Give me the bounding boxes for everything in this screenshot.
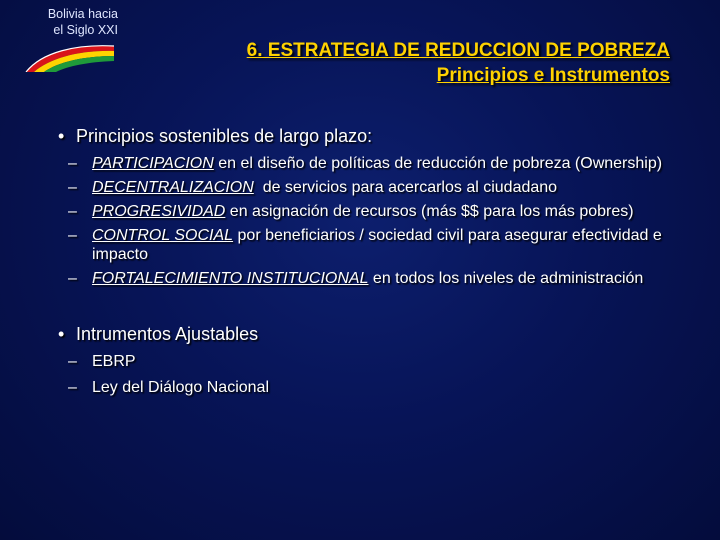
principle-text: en asignación de recursos (más $$ para los más pobres)	[225, 203, 634, 220]
bullet-icon: •	[58, 126, 65, 146]
slide-content	[58, 124, 678, 404]
principles-list	[58, 154, 678, 288]
dash-icon: –	[68, 203, 77, 220]
slide-title	[247, 38, 670, 88]
list-item	[58, 154, 678, 173]
principles-heading: Principios sostenibles de largo plazo:	[76, 126, 373, 146]
instruments-list	[58, 352, 678, 397]
title-line-2: Principios e Instrumentos	[436, 65, 670, 86]
principle-keyword: FORTALECIMIENTO INSTITUCIONAL	[92, 270, 369, 287]
list-item	[58, 202, 678, 221]
principle-keyword: DECENTRALIZACION	[92, 179, 254, 196]
principle-keyword: CONTROL SOCIAL	[92, 227, 234, 244]
principle-text: en el diseño de políticas de reducción de pobreza (Ownership)	[213, 155, 663, 172]
principle-text: de servicios para acercarlos al ciudadano	[253, 179, 558, 196]
principle-text: por beneficiarios / sociedad civil para asegurar efectividad e impacto	[92, 227, 662, 263]
bullet-icon: •	[58, 324, 65, 344]
principle-keyword: PROGRESIVIDAD	[92, 203, 226, 220]
list-item	[58, 269, 678, 288]
brand-line-2: el Siglo XXI	[53, 23, 118, 37]
principles-bullet	[58, 124, 678, 148]
list-item	[58, 352, 678, 371]
principle-keyword: PARTICIPACION	[92, 155, 214, 172]
principle-text: en todos los niveles de administración	[368, 270, 644, 287]
instrument-text: EBRP	[92, 353, 136, 370]
dash-icon: –	[68, 379, 77, 396]
dash-icon: –	[68, 353, 77, 370]
instruments-bullet	[58, 322, 678, 346]
bolivia-flag-logo-icon	[24, 42, 116, 72]
dash-icon: –	[68, 155, 77, 172]
brand-text	[26, 6, 118, 38]
dash-icon: –	[68, 179, 77, 196]
list-item	[58, 378, 678, 397]
title-line-1: 6. ESTRATEGIA DE REDUCCION DE POBREZA	[246, 40, 670, 61]
brand-line-1: Bolivia hacia	[47, 7, 118, 21]
list-item	[58, 178, 678, 197]
instrument-text: Ley del Diálogo Nacional	[92, 379, 269, 396]
dash-icon: –	[68, 227, 77, 244]
list-item	[58, 226, 678, 264]
instruments-heading: Intrumentos Ajustables	[76, 324, 259, 344]
dash-icon: –	[68, 270, 77, 287]
